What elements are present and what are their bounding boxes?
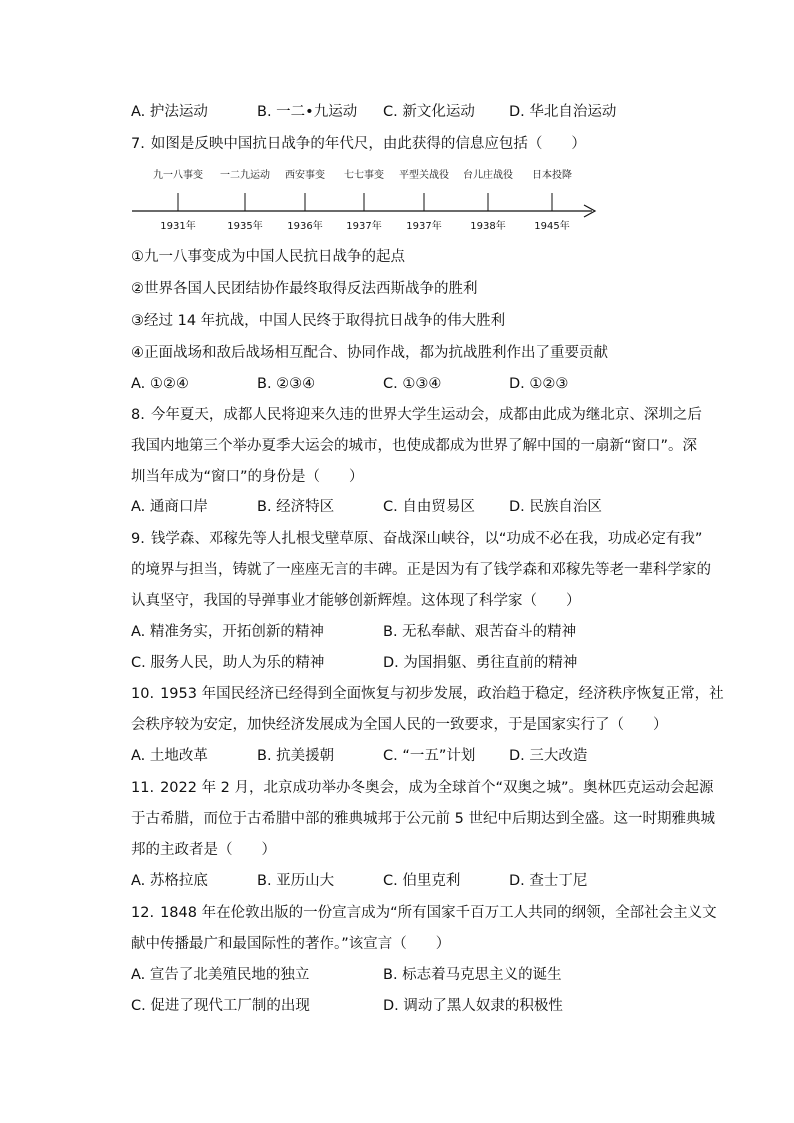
q8-option-c: C. 自由贸易区 (383, 499, 475, 515)
q11-option-a: A. 苏格拉底 (131, 873, 208, 889)
q8-number: 8. (131, 407, 145, 423)
q9-option-c: C. 服务人民，助人为乐的精神 (131, 655, 325, 671)
q12-number: 12. (131, 905, 155, 921)
q7-statement-2: ②世界各国人民团结协作最终取得反法西斯战争的胜利 (131, 281, 478, 297)
q7-option-c: C. ①③④ (383, 376, 442, 392)
q8-line-1 (131, 405, 702, 425)
q8-line-2: 我国内地第三个举办夏季大运会的城市，也使成都成为世界了解中国的一扇新“窗口”。深 (131, 438, 698, 454)
q12-option-d: D. 调动了黑人奴隶的积极性 (383, 998, 563, 1014)
q9-line-1 (131, 529, 702, 549)
q9-number: 9. (131, 531, 145, 547)
q11-line-3: 邦的主政者是（ ） (131, 842, 276, 858)
timeline-event-label: 九一八事变 (153, 170, 203, 181)
q6-option-b: B. 一二•九运动 (257, 104, 358, 120)
q9-line-3: 认真坚守，我国的导弹事业才能够创新辉煌。这体现了科学家（ ） (131, 593, 581, 609)
q6-option-d: D. 华北自治运动 (509, 104, 617, 120)
timeline-figure (128, 160, 603, 238)
q11-line-2: 于古希腊，而位于古希腊中部的雅典城邦于公元前 5 世纪中后期达到全盛。这一时期雅典城 (131, 811, 715, 827)
q12-line-1 (131, 903, 717, 923)
q9-option-b: B. 无私奉献、艰苦奋斗的精神 (383, 624, 577, 640)
q6-option-a: A. 护法运动 (131, 104, 208, 120)
timeline-event-label: 台儿庄战役 (463, 170, 513, 181)
q10-option-c: C. “一五”计划 (383, 748, 476, 764)
q12-option-a: A. 宣告了北美殖民地的独立 (131, 967, 310, 983)
q11-line-1-text: 2022 年 2 月，北京成功举办冬奥会，成为全球首个“双奥之城”。奥林匹克运动会起源 (160, 780, 714, 796)
q7-stem (131, 134, 586, 154)
q10-option-a: A. 土地改革 (131, 748, 208, 764)
q8-option-d: D. 民族自治区 (509, 499, 602, 515)
q8-line-1-text: 今年夏天，成都人民将迎来久违的世界大学生运动会，成都由此成为继北京、深圳之后 (150, 407, 702, 423)
q7-statement-3: ③经过 14 年抗战，中国人民终于取得抗日战争的伟大胜利 (131, 313, 506, 329)
q7-stem-text: 如图是反映中国抗日战争的年代尺，由此获得的信息应包括（ ） (150, 136, 586, 152)
timeline-event-label: 平型关战役 (399, 170, 449, 181)
q11-option-b: B. 亚历山大 (257, 873, 335, 889)
q7-statement-4: ④正面战场和敌后战场相互配合、协同作战，都为抗战胜利作出了重要贡献 (131, 345, 608, 361)
q9-line-2: 的境界与担当，铸就了一座座无言的丰碑。正是因为有了钱学森和邓稼先等老一辈科学家的 (131, 562, 711, 578)
timeline-event-label: 西安事变 (285, 170, 325, 181)
q8-option-a: A. 通商口岸 (131, 499, 208, 515)
q10-line-1-text: 1953 年国民经济已经得到全面恢复与初步发展，政治趋于稳定，经济秩序恢复正常，社 (160, 686, 724, 702)
q7-statement-1: ①九一八事变成为中国人民抗日战争的起点 (131, 249, 405, 265)
timeline-event-label: 日本投降 (532, 170, 572, 181)
timeline-year-label: 1937年 (406, 221, 442, 232)
timeline-event-label: 一二九运动 (220, 170, 270, 181)
timeline-marks (153, 168, 572, 232)
q8-line-3: 圳当年成为“窗口”的身份是（ ） (131, 469, 364, 485)
q7-option-a: A. ①②④ (131, 376, 189, 392)
timeline-year-label: 1938年 (470, 221, 506, 232)
q12-line-2: 献中传播最广和最国际性的著作。”该宣言（ ） (131, 936, 451, 952)
q9-line-1-text: 钱学森、邓稼先等人扎根戈壁草原、奋战深山峡谷，以“功成不必在我，功成必定有我” (150, 531, 703, 547)
q9-option-a: A. 精准务实，开拓创新的精神 (131, 624, 324, 640)
q9-option-d: D. 为国捐躯、勇往直前的精神 (383, 655, 578, 671)
q12-option-c: C. 促进了现代工厂制的出现 (131, 998, 310, 1014)
q11-option-c: C. 伯里克利 (383, 873, 461, 889)
q10-line-1 (131, 684, 724, 704)
q7-number: 7. (131, 136, 145, 152)
q11-line-1 (131, 778, 714, 798)
timeline-year-label: 1936年 (287, 221, 323, 232)
q10-option-d: D. 三大改造 (509, 748, 588, 764)
timeline-year-label: 1937年 (346, 221, 382, 232)
q6-option-c: C. 新文化运动 (383, 104, 475, 120)
q12-option-b: B. 标志着马克思主义的诞生 (383, 967, 562, 983)
q10-line-2: 会秩序较为安定，加快经济发展成为全国人民的一致要求，于是国家实行了（ ） (131, 717, 668, 733)
timeline-event-label: 七七事变 (344, 170, 384, 181)
q11-number: 11. (131, 780, 155, 796)
q7-option-b: B. ②③④ (257, 376, 316, 392)
q8-option-b: B. 经济特区 (257, 499, 335, 515)
q12-line-1-text: 1848 年在伦敦出版的一份宣言成为“所有国家千百万工人共同的纲领，全部社会主义文 (160, 905, 717, 921)
timeline-year-label: 1931年 (160, 221, 196, 232)
timeline-year-label: 1945年 (534, 221, 570, 232)
q11-option-d: D. 查士丁尼 (509, 873, 588, 889)
q10-number: 10. (131, 686, 155, 702)
timeline-year-label: 1935年 (227, 221, 263, 232)
q10-option-b: B. 抗美援朝 (257, 748, 335, 764)
q7-option-d: D. ①②③ (509, 376, 569, 392)
